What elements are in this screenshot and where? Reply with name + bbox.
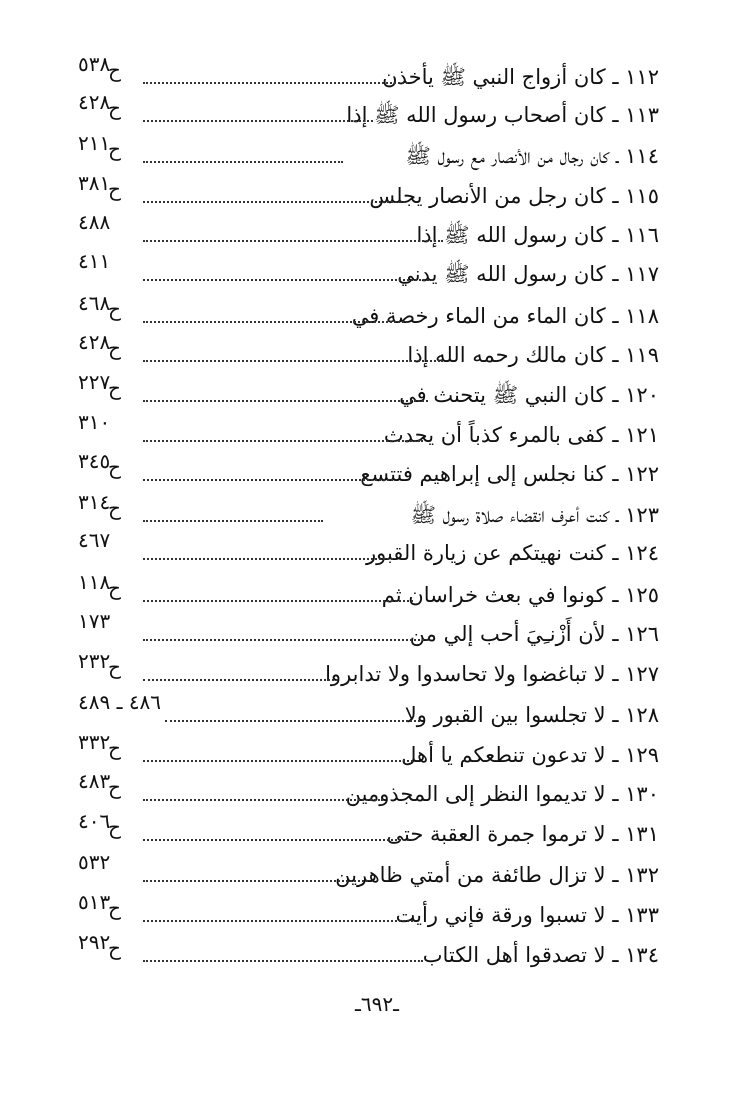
index-entry-129: [0, 730, 754, 774]
entry-text: ١٣٠ ـ لا تديموا النظر إلى المجذومين: [345, 782, 659, 806]
entry-text: ١٢٢ ـ كنا نجلس إلى إبراهيم فتتسع: [360, 462, 659, 486]
entry-text: ١١٤ ـ كان رجال من الأنصار مع رسول ﷺ: [405, 144, 659, 168]
entry-text: ١٣١ ـ لا ترموا جمرة العقبة حتى: [386, 822, 659, 846]
hadith-mark: ح: [108, 896, 121, 920]
hadith-mark: ح: [108, 137, 121, 161]
dotted-leader: [143, 679, 338, 681]
entry-text: ١٢٥ ـ كونوا في بعث خراسان ثم: [381, 583, 659, 607]
page-reference: ٤٦٧: [78, 528, 111, 552]
page-reference: ٢١١: [78, 131, 111, 155]
index-entry-116: [0, 210, 754, 254]
entry-text: ١٣٢ ـ لا تزال طائفة من أمتي ظاهرين: [335, 863, 659, 887]
entry-text: ١١٩ ـ كان مالك رحمه الله إذا: [407, 343, 659, 367]
page-reference: ٥١٣: [78, 890, 111, 914]
dotted-leader: [143, 920, 413, 922]
hadith-mark: ح: [108, 455, 121, 479]
dotted-leader: [143, 880, 368, 882]
entry-text: ١٣٤ ـ لا تصدقوا أهل الكتاب: [422, 943, 659, 967]
dotted-leader: [143, 240, 443, 242]
index-entry-117: [0, 249, 754, 293]
hadith-mark: ح: [108, 297, 121, 321]
dotted-leader: [165, 720, 420, 722]
page-reference: ٣٤٥: [78, 449, 111, 473]
index-entry-118: [0, 291, 754, 335]
dotted-leader: [143, 360, 443, 362]
index-entry-121: [0, 410, 754, 454]
page-reference: ٤١١: [78, 249, 111, 273]
page-reference: ٢٣٢: [78, 649, 111, 673]
page-reference: ٢٩٢: [78, 930, 111, 954]
page-reference: ٥٣٨: [78, 52, 111, 76]
page-reference: ٤٨٨: [78, 210, 111, 234]
dotted-leader: [143, 960, 423, 962]
page-number: ـ٦٩٢ـ: [355, 992, 399, 1016]
index-entry-125: [0, 570, 754, 614]
index-entry-113: [0, 90, 754, 134]
page-reference: ٤٦٨: [78, 291, 111, 315]
page-reference: ٤٢٨: [78, 90, 111, 114]
index-entry-124: [0, 528, 754, 572]
dotted-leader: [143, 558, 393, 560]
dotted-leader: [143, 201, 405, 203]
index-entry-122: [0, 449, 754, 493]
index-entry-134: [0, 930, 754, 974]
dotted-leader: [143, 600, 413, 602]
hadith-mark: ح: [108, 936, 121, 960]
page-reference: ٤٨٣: [78, 769, 111, 793]
page-reference: ٥٣٢: [78, 850, 111, 874]
index-entry-132: [0, 850, 754, 894]
page-reference: ٤٨٦ ـ ٤٨٩: [78, 690, 162, 714]
hadith-mark: ح: [108, 496, 121, 520]
page-reference: ٢٢٧: [78, 370, 111, 394]
entry-text: ١٢٧ ـ لا تباغضوا ولا تحاسدوا ولا تدابروا: [325, 662, 659, 686]
dotted-leader: [143, 161, 343, 163]
hadith-mark: ح: [108, 655, 121, 679]
dotted-leader: [143, 479, 393, 481]
page-reference: ١١٨: [78, 570, 111, 594]
entry-text: ١٣٣ ـ لا تسبوا ورقة فإني رأيت: [395, 903, 659, 927]
hadith-mark: ح: [108, 58, 121, 82]
entry-text: ١١٥ ـ كان رجل من الأنصار يجلس: [369, 184, 659, 208]
entry-text: ١٢٨ ـ لا تجلسوا بين القبور ولا: [404, 703, 659, 727]
page-reference: ٣٨١: [78, 171, 111, 195]
dotted-leader: [143, 321, 408, 323]
index-entry-114: [0, 131, 754, 175]
hadith-mark: ح: [108, 336, 121, 360]
hadith-mark: ح: [108, 815, 121, 839]
page-reference: ٣١٠: [78, 410, 111, 434]
entry-text: ١٢٠ ـ كان النبي ﷺ يتحنث في: [399, 383, 659, 407]
hadith-mark: ح: [108, 96, 121, 120]
index-entry-115: [0, 171, 754, 215]
page-reference: ٤٢٨: [78, 330, 111, 354]
dotted-leader: [143, 839, 413, 841]
hadith-mark: ح: [108, 576, 121, 600]
entry-text: ١٢١ ـ كفى بالمرء كذباً أن يحدث: [383, 423, 659, 447]
index-entry-120: [0, 370, 754, 414]
dotted-leader: [143, 520, 323, 522]
page-reference: ٣١٤: [78, 490, 111, 514]
hadith-mark: ح: [108, 775, 121, 799]
index-entry-130: [0, 769, 754, 813]
dotted-leader: [143, 440, 423, 442]
index-entry-123: [0, 490, 754, 534]
entry-text: ١٢٩ ـ لا تدعون تنطعكم يا أهل: [401, 743, 659, 767]
entry-text: ١١٧ ـ كان رسول الله ﷺ يدني: [397, 262, 659, 286]
page-reference: ٣٣٢: [78, 730, 111, 754]
entry-text: ١٢٤ ـ كنت نهيتكم عن زيارة القبور: [365, 541, 659, 565]
page-reference: ١٧٣: [78, 609, 111, 633]
dotted-leader: [143, 120, 373, 122]
hadith-mark: ح: [108, 376, 121, 400]
dotted-leader: [143, 82, 408, 84]
dotted-leader: [143, 799, 383, 801]
index-entry-131: [0, 809, 754, 853]
index-entry-112: [0, 52, 754, 96]
entry-text: ١١٣ ـ كان أصحاب رسول الله ﷺ إذا: [346, 103, 659, 127]
index-entry-128: [0, 690, 754, 734]
dotted-leader: [143, 760, 413, 762]
dotted-leader: [143, 639, 428, 641]
dotted-leader: [143, 400, 428, 402]
entry-text: ١١٢ ـ كان أزواج النبي ﷺ يأخذن: [382, 65, 659, 89]
index-entry-126: [0, 609, 754, 653]
entry-text: ١١٨ ـ كان الماء من الماء رخصة في: [351, 304, 659, 328]
index-entry-133: [0, 890, 754, 934]
dotted-leader: [143, 279, 433, 281]
page-reference: ٤٠٦: [78, 809, 111, 833]
index-entry-119: [0, 330, 754, 374]
hadith-mark: ح: [108, 177, 121, 201]
entry-text: ١١٦ ـ كان رسول الله ﷺ إذا: [416, 223, 659, 247]
entry-text: ١٢٦ ـ لأن أَزْنـِيَ أحب إلي من: [409, 622, 659, 646]
entry-text: ١٢٣ ـ كنت أعرف انقضاء صلاة رسول ﷺ: [410, 503, 659, 527]
hadith-mark: ح: [108, 736, 121, 760]
